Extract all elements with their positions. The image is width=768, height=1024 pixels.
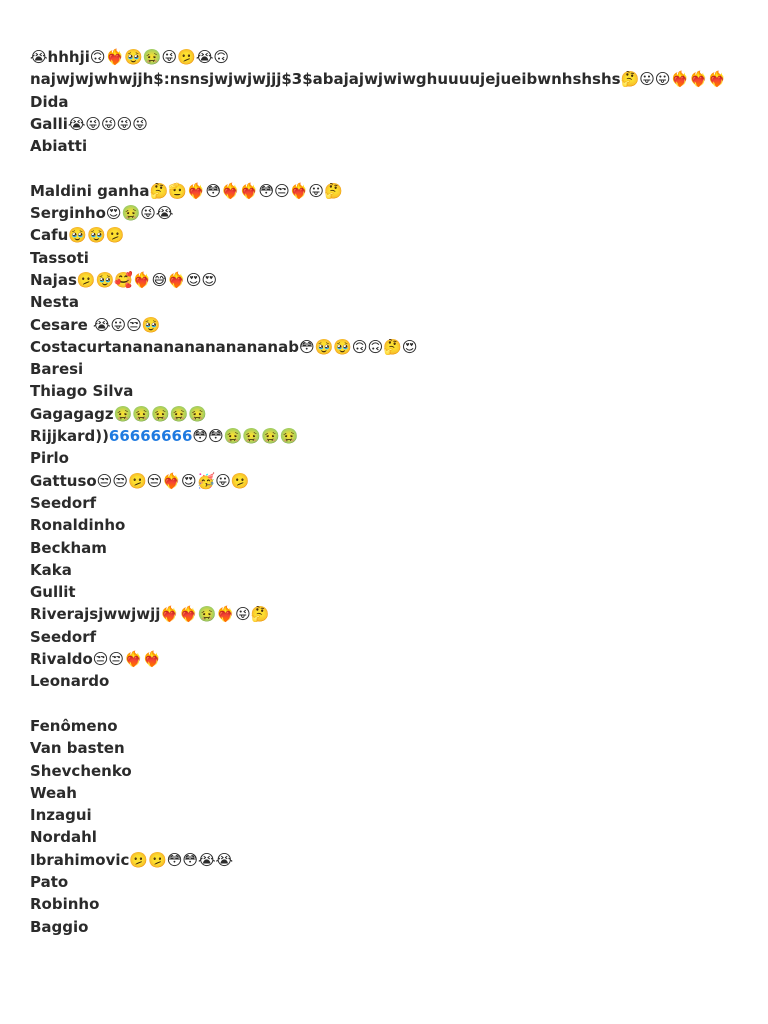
note-line[interactable] (30, 358, 760, 380)
line-text: Kaka (30, 560, 72, 579)
line-text: Nesta (30, 293, 79, 312)
line-text: Pirlo (30, 449, 69, 468)
line-text: Ibrahimovic🫤🫤😳😳😭😭 (30, 850, 234, 869)
blank-line[interactable] (30, 157, 760, 179)
line-text: Tassoti (30, 248, 89, 267)
note-line[interactable] (30, 804, 760, 826)
line-text: Inzagui (30, 806, 92, 825)
line-text: Cesare 😭😛😒🥹 (30, 315, 161, 334)
note-line[interactable] (30, 269, 760, 291)
line-text: Rivaldo😒😒❤️‍🔥❤️‍🔥 (30, 650, 162, 669)
note-line[interactable] (30, 559, 760, 581)
line-text: Weah (30, 783, 77, 802)
note-line[interactable] (30, 670, 760, 692)
line-text: najwjwjwhwjjh$:nsnsjwjwjwjjj$3$abajajwjwiwghuuuujejueibwnhshshs🤔😛😛❤️‍🔥❤️‍🔥❤️‍🔥 (30, 70, 727, 89)
line-text: Baresi (30, 360, 84, 379)
line-text: Robinho (30, 895, 100, 914)
line-text: Maldini ganha🤔🫡❤️‍🔥😳❤️‍🔥❤️‍🔥😳😒❤️‍🔥😛🤔 (30, 181, 343, 200)
line-text: Shevchenko (30, 761, 132, 780)
note-line[interactable] (30, 202, 760, 224)
line-text: Gullit (30, 583, 76, 602)
line-text: Riverajsjwwjwjj❤️‍🔥❤️‍🔥🤢❤️‍🔥😜🤔 (30, 605, 270, 624)
line-text: Van basten (30, 739, 125, 758)
note-line[interactable] (30, 68, 760, 90)
note-line[interactable] (30, 760, 760, 782)
line-text: Nordahl (30, 828, 97, 847)
note-line[interactable] (30, 492, 760, 514)
blank-line[interactable] (30, 693, 760, 715)
note-line[interactable] (30, 514, 760, 536)
note-line[interactable] (30, 91, 760, 113)
line-text: Pato (30, 872, 69, 891)
note-line[interactable] (30, 916, 760, 938)
line-text: Baggio (30, 917, 89, 936)
note-line[interactable] (30, 715, 760, 737)
note-line[interactable] (30, 291, 760, 313)
note-line[interactable] (30, 247, 760, 269)
note-line[interactable] (30, 314, 760, 336)
note-line[interactable] (30, 626, 760, 648)
note-line[interactable] (30, 537, 760, 559)
line-text: Galli😭😜😜😜😜 (30, 114, 148, 133)
line-text: Cafu🥹🥹🫤 (30, 226, 125, 245)
line-emoji-suffix: 😳😳🤢🤢🤢🤢 (192, 427, 299, 446)
line-text: Serginho😍🤢😜😭 (30, 204, 174, 223)
note-line[interactable] (30, 603, 760, 625)
note-line[interactable] (30, 470, 760, 492)
note-line[interactable] (30, 380, 760, 402)
note-line[interactable] (30, 135, 760, 157)
line-text: Ronaldinho (30, 516, 126, 535)
note-line[interactable] (30, 849, 760, 871)
line-text: Seedorf (30, 627, 97, 646)
note-line[interactable] (30, 113, 760, 135)
line-text: Fenômeno (30, 716, 118, 735)
note-line[interactable] (30, 893, 760, 915)
note-line[interactable] (30, 581, 760, 603)
note-line[interactable] (30, 871, 760, 893)
note-line[interactable] (30, 403, 760, 425)
note-line[interactable] (30, 180, 760, 202)
note-line[interactable] (30, 46, 760, 68)
note-line[interactable] (30, 826, 760, 848)
line-text: Beckham (30, 538, 107, 557)
note-line[interactable] (30, 648, 760, 670)
line-text: Gattuso😒😒🫤😒❤️‍🔥😍🥳😛🫤 (30, 471, 250, 490)
note-line[interactable] (30, 447, 760, 469)
note-body[interactable] (30, 46, 760, 938)
phone-number-link[interactable]: 66666666 (108, 427, 193, 446)
note-line[interactable] (30, 224, 760, 246)
line-text: Thiago Silva (30, 382, 134, 401)
line-text: Seedorf (30, 493, 97, 512)
line-text: 😭hhhji🙃❤️‍🔥🥹🤢😜🫤😭🙃 (30, 48, 229, 66)
line-text: Abiatti (30, 137, 88, 156)
note-line[interactable] (30, 782, 760, 804)
line-text: Gagagagz🤢🤢🤢🤢🤢 (30, 404, 208, 423)
line-text: Rijjkard)) (30, 427, 109, 446)
line-text: Costacurtananananananananab😳🥹🥹🙃🙃🤔😍 (30, 337, 418, 356)
line-text: Dida (30, 92, 69, 111)
note-line[interactable] (30, 336, 760, 358)
note-line[interactable] (30, 425, 760, 447)
line-text: Najas🫤🥹🥰❤️‍🔥😅❤️‍🔥😍😍 (30, 270, 218, 289)
note-line[interactable] (30, 737, 760, 759)
line-text: Leonardo (30, 672, 110, 691)
